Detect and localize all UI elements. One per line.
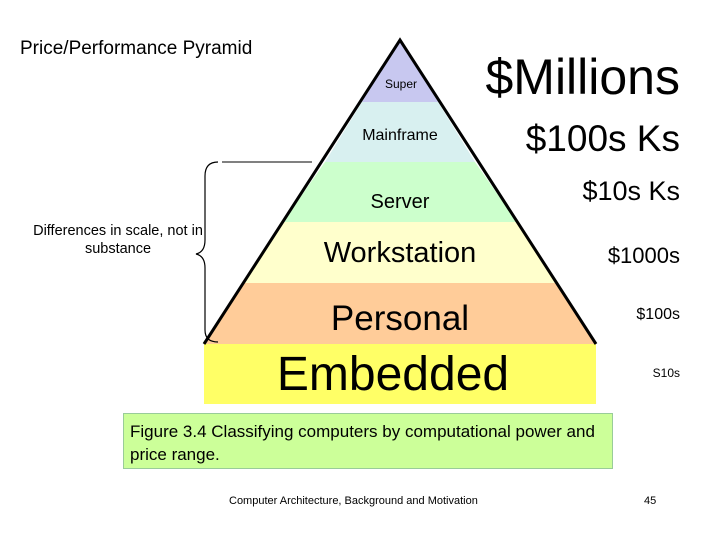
level-label-embedded: Embedded xyxy=(276,348,510,401)
scale-note: Differences in scale, not in substance xyxy=(33,223,203,257)
level-label-super: Super xyxy=(384,77,418,91)
price-label-millions: $Millions xyxy=(485,49,680,105)
page-number: 45 xyxy=(644,495,657,507)
price-label-10s: S10s xyxy=(652,366,680,380)
price-label-100s-ks: $100s Ks xyxy=(525,118,680,159)
footer-text: Computer Architecture, Background and Motivation xyxy=(229,495,478,507)
slide-title: Price/Performance Pyramid xyxy=(20,38,253,59)
price-label-10s-ks: $10s Ks xyxy=(582,176,680,206)
price-label-1000s: $1000s xyxy=(607,243,680,268)
level-label-server: Server xyxy=(370,191,430,213)
figure-caption: Figure 3.4 Classifying computers by computational power and price range. xyxy=(123,413,613,469)
level-label-personal: Personal xyxy=(330,299,470,338)
pyramid-level-super xyxy=(362,40,438,102)
level-label-mainframe: Mainframe xyxy=(362,127,438,144)
price-label-100s: $100s xyxy=(636,306,680,323)
level-label-workstation: Workstation xyxy=(323,237,477,269)
